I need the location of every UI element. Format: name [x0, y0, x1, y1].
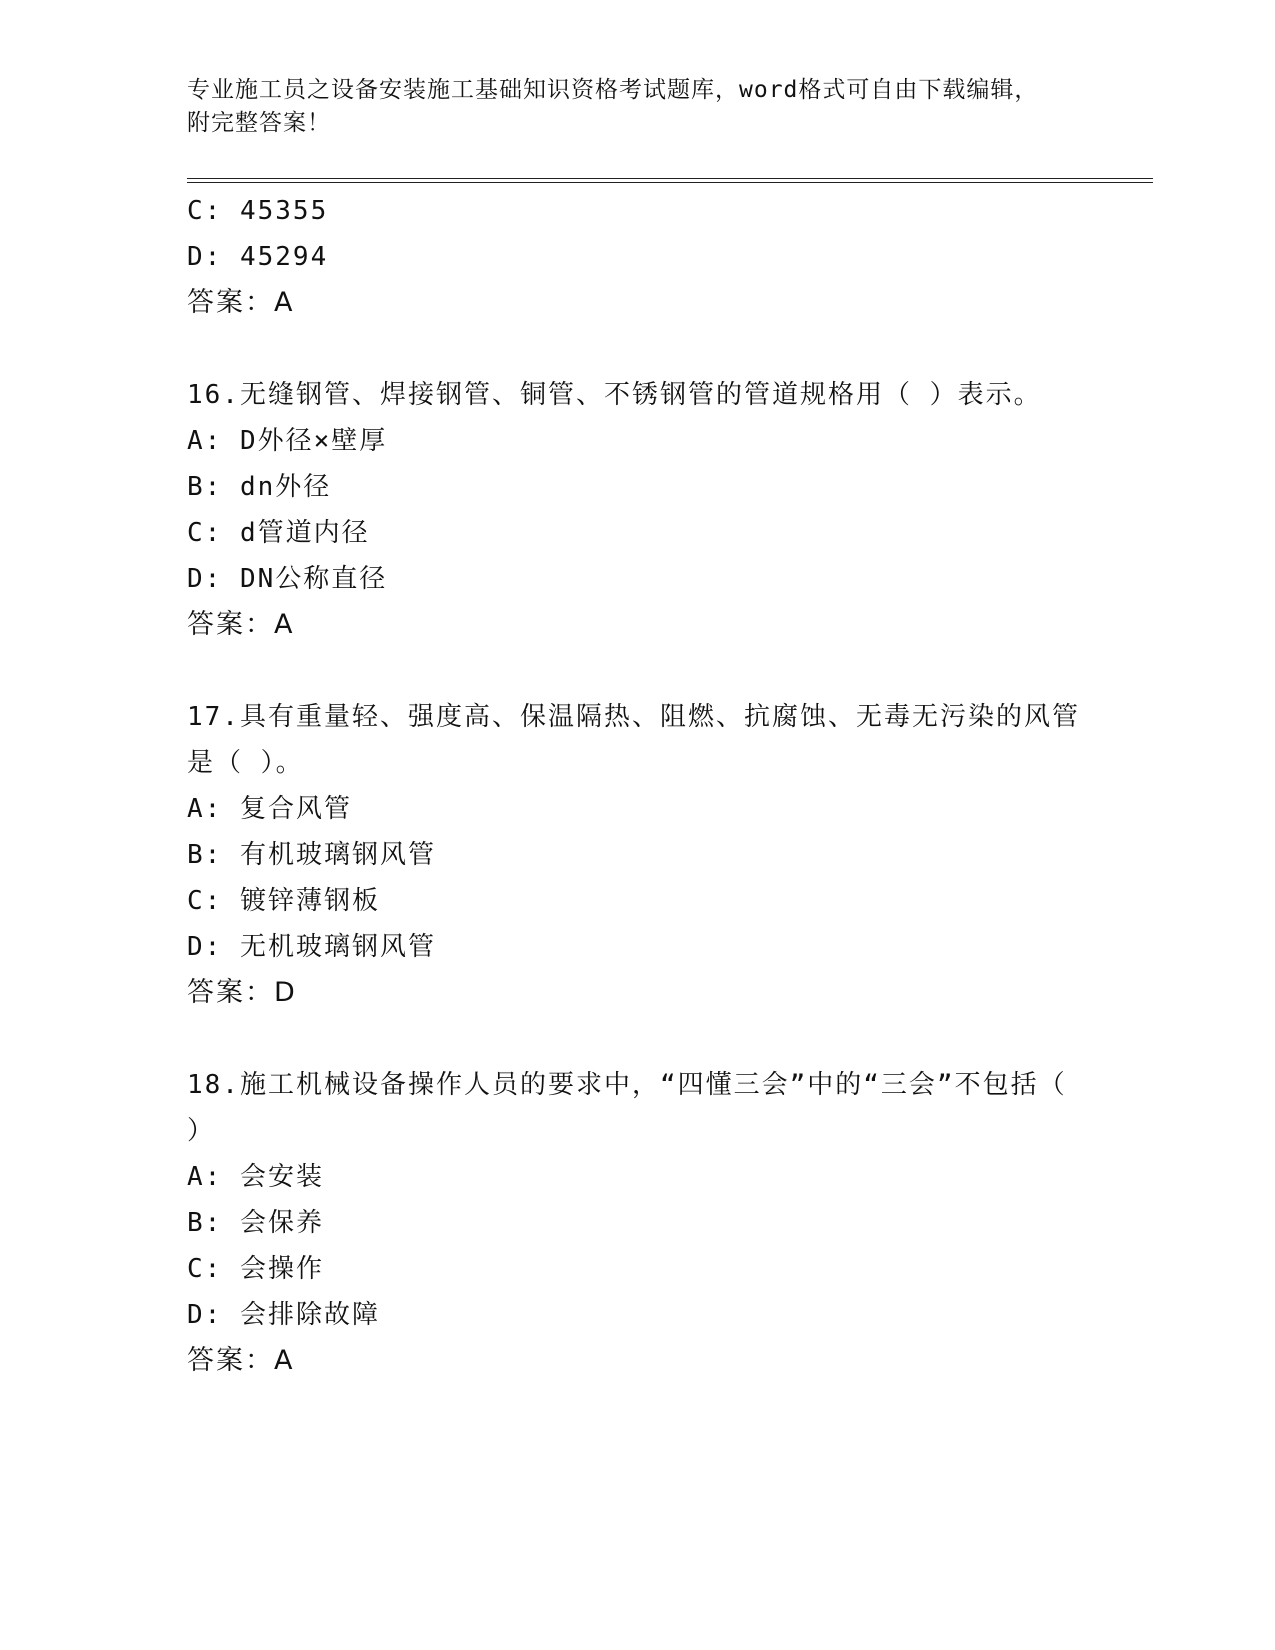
- option-a: A: 会安装: [187, 1162, 324, 1192]
- option-d: D: 无机玻璃钢风管: [187, 932, 436, 962]
- header-divider-bottom: [187, 182, 1153, 183]
- option-d: D: DN公称直径: [187, 564, 388, 594]
- question-stem: 17.具有重量轻、强度高、保温隔热、阻燃、抗腐蚀、无毒无污染的风管是（ ）。: [187, 702, 1080, 778]
- option-c: C: 镀锌薄钢板: [187, 886, 380, 916]
- option-c: C: 45355: [187, 196, 329, 226]
- header-divider-top: [187, 178, 1153, 179]
- question-17: [187, 694, 1087, 1016]
- option-a: A: D外径×壁厚: [187, 426, 388, 456]
- header-line-1: 专业施工员之设备安装施工基础知识资格考试题库，word格式可自由下载编辑，: [187, 77, 1039, 103]
- answer-line: 答案：A: [187, 287, 295, 318]
- option-a: A: 复合风管: [187, 794, 352, 824]
- question-18: [187, 1062, 1087, 1384]
- option-b: B: dn外径: [187, 472, 332, 502]
- option-b: B: 会保养: [187, 1208, 324, 1238]
- answer-line: 答案：A: [187, 609, 295, 640]
- option-b: B: 有机玻璃钢风管: [187, 840, 436, 870]
- question-stem: 16.无缝钢管、焊接钢管、铜管、不锈钢管的管道规格用（ ）表示。: [187, 380, 1042, 410]
- option-d: D: 会排除故障: [187, 1300, 380, 1330]
- question-content: [187, 188, 1087, 1384]
- answer-line: 答案：D: [187, 977, 297, 1008]
- answer-line: 答案：A: [187, 1345, 295, 1376]
- option-d: D: 45294: [187, 242, 329, 272]
- option-c: C: 会操作: [187, 1254, 324, 1284]
- option-c: C: d管道内径: [187, 518, 370, 548]
- spacer: [187, 1016, 1087, 1062]
- spacer: [187, 326, 1087, 372]
- question-16: [187, 372, 1087, 648]
- header-line-2: 附完整答案！: [187, 110, 331, 136]
- question-stem: 18.施工机械设备操作人员的要求中，“四懂三会”中的“三会”不包括（ ）: [187, 1070, 1067, 1146]
- question-15-continuation: [187, 188, 1087, 326]
- page-header: [187, 74, 1087, 140]
- spacer: [187, 648, 1087, 694]
